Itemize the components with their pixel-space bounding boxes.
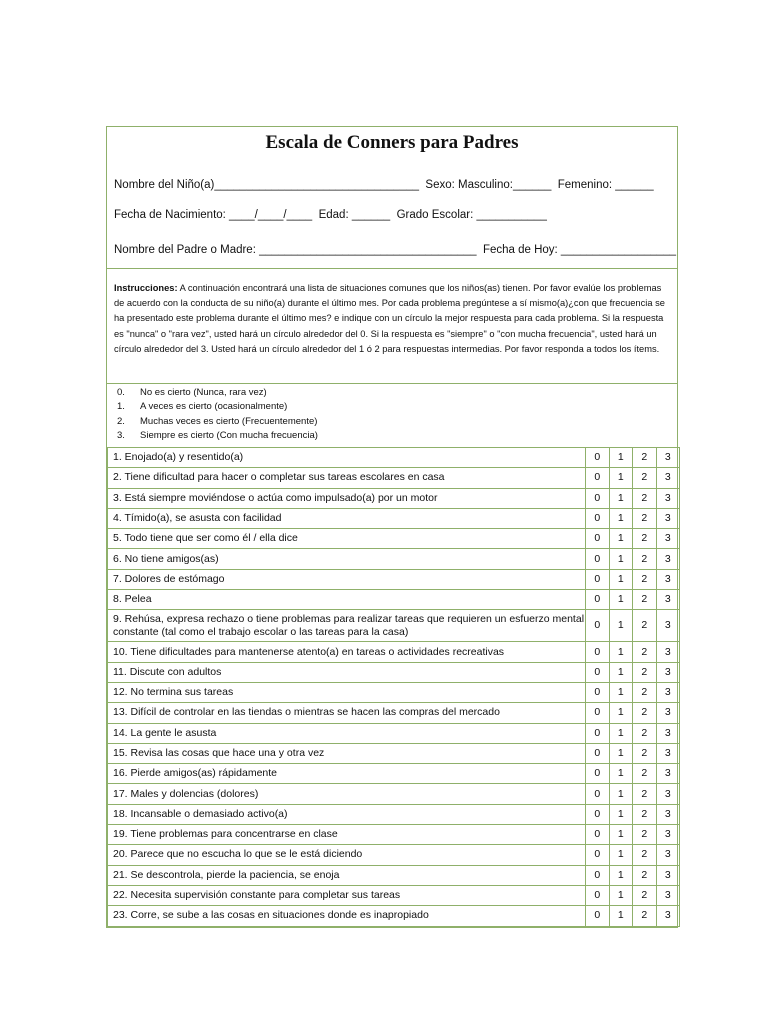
rating-scale: [107, 383, 677, 447]
rating-option-0[interactable]: 0: [586, 804, 610, 824]
item-text: 8. Pelea: [108, 590, 586, 610]
item-text: 7. Dolores de estómago: [108, 569, 586, 589]
scale-number: 0.: [117, 387, 125, 398]
rating-option-2[interactable]: 2: [633, 529, 657, 549]
rating-option-0[interactable]: 0: [586, 885, 610, 905]
rating-option-2[interactable]: 2: [633, 590, 657, 610]
scale-number: 1.: [117, 401, 125, 413]
item-text: 6. No tiene amigos(as): [108, 549, 586, 569]
rating-option-2[interactable]: 2: [633, 703, 657, 723]
rating-option-0[interactable]: 0: [586, 906, 610, 926]
item-text: 12. No termina sus tareas: [108, 682, 586, 702]
rating-option-1[interactable]: 1: [609, 764, 633, 784]
item-text: 19. Tiene problemas para concentrarse en clase: [108, 825, 586, 845]
rating-option-2[interactable]: 2: [633, 825, 657, 845]
item-text: 3. Está siempre moviéndose o actúa como impulsado(a) por un motor: [108, 488, 586, 508]
rating-option-3[interactable]: 3: [656, 590, 680, 610]
rating-option-1[interactable]: 1: [609, 682, 633, 702]
item-text: 10. Tiene dificultades para mantenerse atento(a) en tareas o actividades recreativas: [108, 642, 586, 662]
rating-option-2[interactable]: 2: [633, 448, 657, 468]
rating-option-1[interactable]: 1: [609, 784, 633, 804]
item-text: 15. Revisa las cosas que hace una y otra vez: [108, 743, 586, 763]
rating-option-3[interactable]: 3: [656, 610, 680, 642]
table-row: [108, 642, 680, 662]
rating-option-1[interactable]: 1: [609, 529, 633, 549]
rating-option-1[interactable]: 1: [609, 662, 633, 682]
table-row: [108, 885, 680, 905]
scale-item: [117, 415, 670, 429]
table-row: [108, 610, 680, 642]
rating-option-3[interactable]: 3: [656, 662, 680, 682]
rating-option-1[interactable]: 1: [609, 845, 633, 865]
rating-option-3[interactable]: 3: [656, 885, 680, 905]
scale-text: A veces es cierto (ocasionalmente): [140, 401, 288, 413]
rating-option-2[interactable]: 2: [633, 743, 657, 763]
rating-option-2[interactable]: 2: [633, 549, 657, 569]
item-text: 13. Difícil de controlar en las tiendas o mientras se hacen las compras del mercado: [108, 703, 586, 723]
rating-option-1[interactable]: 1: [609, 804, 633, 824]
table-row: [108, 906, 680, 926]
table-row: [108, 723, 680, 743]
rating-option-2[interactable]: 2: [633, 610, 657, 642]
rating-option-3[interactable]: 3: [656, 825, 680, 845]
table-row: [108, 549, 680, 569]
rating-option-2[interactable]: 2: [633, 508, 657, 528]
rating-option-2[interactable]: 2: [633, 662, 657, 682]
scale-text: Siempre es cierto (Con mucha frecuencia): [140, 430, 318, 442]
rating-option-3[interactable]: 3: [656, 642, 680, 662]
scale-item: [117, 429, 670, 443]
rating-option-1[interactable]: 1: [609, 448, 633, 468]
scale-number: 2.: [117, 415, 125, 427]
rating-option-3[interactable]: 3: [656, 468, 680, 488]
rating-option-0[interactable]: 0: [586, 590, 610, 610]
rating-option-1[interactable]: 1: [609, 703, 633, 723]
table-row: [108, 468, 680, 488]
rating-option-1[interactable]: 1: [609, 488, 633, 508]
table-row: [108, 590, 680, 610]
rating-option-0[interactable]: 0: [586, 549, 610, 569]
rating-option-1[interactable]: 1: [609, 743, 633, 763]
table-row: [108, 764, 680, 784]
birthdate-age-grade-line[interactable]: Fecha de Nacimiento: ____/____/____ Edad: ______ Grado Escolar: ___________: [114, 209, 547, 221]
rating-option-0[interactable]: 0: [586, 784, 610, 804]
table-row: [108, 703, 680, 723]
rating-option-0[interactable]: 0: [586, 488, 610, 508]
scale-item: [117, 400, 670, 414]
table-row: [108, 865, 680, 885]
table-row: [108, 448, 680, 468]
rating-option-2[interactable]: 2: [633, 845, 657, 865]
rating-option-3[interactable]: 3: [656, 682, 680, 702]
rating-option-2[interactable]: 2: [633, 468, 657, 488]
item-text: 4. Tímido(a), se asusta con facilidad: [108, 508, 586, 528]
table-row: [108, 845, 680, 865]
rating-option-3[interactable]: 3: [656, 549, 680, 569]
items-table: [107, 447, 680, 927]
rating-option-1[interactable]: 1: [609, 885, 633, 905]
item-text: 18. Incansable o demasiado activo(a): [108, 804, 586, 824]
table-row: [108, 508, 680, 528]
rating-option-0[interactable]: 0: [586, 610, 610, 642]
rating-option-3[interactable]: 3: [656, 743, 680, 763]
rating-option-3[interactable]: 3: [656, 723, 680, 743]
rating-option-2[interactable]: 2: [633, 682, 657, 702]
rating-option-0[interactable]: 0: [586, 682, 610, 702]
rating-option-3[interactable]: 3: [656, 569, 680, 589]
table-row: [108, 569, 680, 589]
table-row: [108, 662, 680, 682]
rating-option-1[interactable]: 1: [609, 468, 633, 488]
rating-option-0[interactable]: 0: [586, 529, 610, 549]
instructions-text: A continuación encontrará una lista de situaciones comunes que los niños(as) tienen. Por favor evalúe los problemas de acuerdo con la conducta de su niño(a) durante el último mes. Por cada problema pregúntese a sí mismo(a)¿con que frecuencia se ha presentado este problema durante el último mes? e indique con un círculo la mejor respuesta para cada problema. Si la respuesta es "nunca" o "rara vez", usted hará un círculo alrededor del 0. Si la respuesta es "siempre" o "con mucha frecuencia", usted hará un círculo alrededor del 3. Usted hará un círculo alrededor del 1 ó 2 para respuestas intermedias. Por favor responda a todos los ítems.: [114, 283, 665, 354]
table-row: [108, 488, 680, 508]
rating-option-0[interactable]: 0: [586, 468, 610, 488]
rating-option-3[interactable]: 3: [656, 784, 680, 804]
rating-option-2[interactable]: 2: [633, 804, 657, 824]
rating-option-2[interactable]: 2: [633, 723, 657, 743]
form-title: Escala de Conners para Padres: [265, 132, 519, 153]
rating-option-1[interactable]: 1: [609, 590, 633, 610]
table-row: [108, 529, 680, 549]
item-text: 20. Parece que no escucha lo que se le está diciendo: [108, 845, 586, 865]
rating-option-0[interactable]: 0: [586, 703, 610, 723]
rating-option-1[interactable]: 1: [609, 508, 633, 528]
item-text: 2. Tiene dificultad para hacer o completar sus tareas escolares en casa: [108, 468, 586, 488]
rating-option-0[interactable]: 0: [586, 723, 610, 743]
table-row: [108, 784, 680, 804]
rating-option-3[interactable]: 3: [656, 845, 680, 865]
rating-option-1[interactable]: 1: [609, 610, 633, 642]
scale-number: 3.: [117, 430, 125, 442]
rating-option-2[interactable]: 2: [633, 906, 657, 926]
rating-option-3[interactable]: 3: [656, 529, 680, 549]
item-text: 16. Pierde amigos(as) rápidamente: [108, 764, 586, 784]
rating-option-3[interactable]: 3: [656, 508, 680, 528]
rating-option-3[interactable]: 3: [656, 906, 680, 926]
parent-name-date-line[interactable]: Nombre del Padre o Madre: __________________________________ Fecha de Hoy: __________________: [114, 244, 677, 256]
item-text: 1. Enojado(a) y resentido(a): [108, 448, 586, 468]
rating-option-3[interactable]: 3: [656, 488, 680, 508]
conners-form: [106, 126, 678, 928]
child-name-sex-line[interactable]: Nombre del Niño(a)________________________________ Sexo: Masculino:______ Femenino: ______: [114, 179, 654, 191]
item-text: 5. Todo tiene que ser como él / ella dice: [108, 529, 586, 549]
rating-option-2[interactable]: 2: [633, 569, 657, 589]
rating-option-2[interactable]: 2: [633, 764, 657, 784]
rating-option-1[interactable]: 1: [609, 569, 633, 589]
rating-option-3[interactable]: 3: [656, 804, 680, 824]
scale-text: Muchas veces es cierto (Frecuentemente): [140, 415, 318, 427]
table-row: [108, 825, 680, 845]
scale-item: [117, 386, 670, 400]
rating-option-0[interactable]: 0: [586, 642, 610, 662]
rating-option-3[interactable]: 3: [656, 703, 680, 723]
item-text: 9. Rehúsa, expresa rechazo o tiene problemas para realizar tareas que requieren un esfuerzo mental constante (tal como el trabajo escolar o las tareas para la casa): [108, 610, 586, 642]
rating-option-0[interactable]: 0: [586, 662, 610, 682]
rating-option-2[interactable]: 2: [633, 784, 657, 804]
table-row: [108, 804, 680, 824]
rating-option-1[interactable]: 1: [609, 865, 633, 885]
rating-option-0[interactable]: 0: [586, 569, 610, 589]
rating-option-0[interactable]: 0: [586, 448, 610, 468]
instructions: [107, 268, 677, 383]
rating-option-0[interactable]: 0: [586, 508, 610, 528]
rating-option-1[interactable]: 1: [609, 549, 633, 569]
rating-option-2[interactable]: 2: [633, 885, 657, 905]
rating-option-0[interactable]: 0: [586, 743, 610, 763]
scale-text: No es cierto (Nunca, rara vez): [140, 387, 267, 398]
rating-option-0[interactable]: 0: [586, 845, 610, 865]
table-row: [108, 743, 680, 763]
item-text: 14. La gente le asusta: [108, 723, 586, 743]
rating-option-0[interactable]: 0: [586, 825, 610, 845]
rating-option-1[interactable]: 1: [609, 642, 633, 662]
instructions-label: Instrucciones:: [114, 283, 178, 293]
item-text: 23. Corre, se sube a las cosas en situaciones donde es inapropiado: [108, 906, 586, 926]
rating-option-0[interactable]: 0: [586, 865, 610, 885]
rating-option-1[interactable]: 1: [609, 825, 633, 845]
rating-option-2[interactable]: 2: [633, 642, 657, 662]
rating-option-0[interactable]: 0: [586, 764, 610, 784]
table-row: [108, 682, 680, 702]
rating-option-3[interactable]: 3: [656, 865, 680, 885]
item-text: 17. Males y dolencias (dolores): [108, 784, 586, 804]
rating-option-1[interactable]: 1: [609, 723, 633, 743]
item-text: 11. Discute con adultos: [108, 662, 586, 682]
rating-option-3[interactable]: 3: [656, 764, 680, 784]
item-text: 21. Se descontrola, pierde la paciencia, se enoja: [108, 865, 586, 885]
rating-option-1[interactable]: 1: [609, 906, 633, 926]
item-text: 22. Necesita supervisión constante para completar sus tareas: [108, 885, 586, 905]
rating-option-2[interactable]: 2: [633, 488, 657, 508]
rating-option-2[interactable]: 2: [633, 865, 657, 885]
rating-option-3[interactable]: 3: [656, 448, 680, 468]
